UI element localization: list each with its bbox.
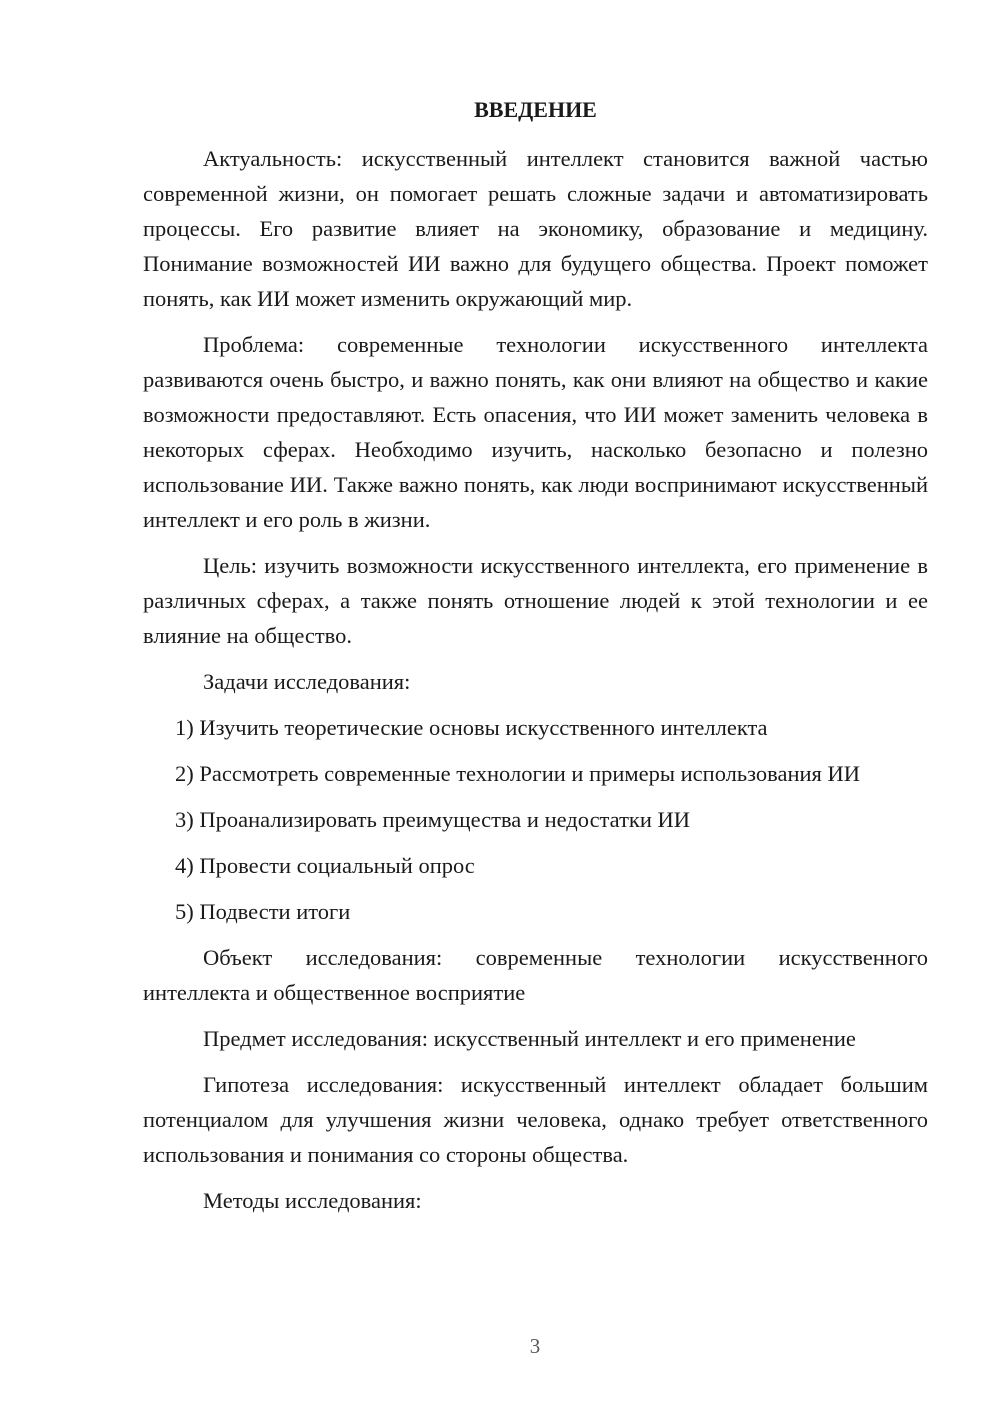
paragraph-subject: Предмет исследования: искусственный интеллект и его применение — [203, 1026, 856, 1051]
paragraph-object: Объект исследования: современные технологии искусственного интеллекта и общественное восприятие — [143, 945, 928, 1005]
section-title: ВВЕДЕНИЕ — [474, 97, 597, 122]
task-item-1: 1) Изучить теоретические основы искусственного интеллекта — [175, 715, 768, 740]
task-item-2: 2) Рассмотреть современные технологии и примеры использования ИИ — [175, 761, 861, 786]
paragraph-methods-heading: Методы исследования: — [203, 1188, 422, 1213]
task-item-3: 3) Проанализировать преимущества и недостатки ИИ — [175, 807, 690, 832]
task-item-4: 4) Провести социальный опрос — [175, 853, 475, 878]
paragraph-goal: Цель: изучить возможности искусственного интеллекта, его применение в различных сферах, а также понять отношение людей к этой технологии и ее влияние на общество. — [143, 553, 928, 648]
paragraph-problem: Проблема: современные технологии искусственного интеллекта развиваются очень быстро, и важно понять, как они влияют на общество и какие возможности предоставляют. Есть опасения, что ИИ может заменить человека в некоторых сферах. Необходимо изучить, насколько безопасно и полезно использование ИИ. Также важно понять, как люди воспринимают искусственный интеллект и его роль в жизни. — [143, 332, 928, 532]
page-number: 3 — [529, 1334, 541, 1358]
task-item-5: 5) Подвести итоги — [175, 899, 351, 924]
paragraph-relevance: Актуальность: искусственный интеллект становится важной частью современной жизни, он помогает решать сложные задачи и автоматизировать процессы. Его развитие влияет на экономику, образование и медицину. Понимание возможностей ИИ важно для будущего общества. Проект поможет понять, как ИИ может изменить окружающий мир. — [143, 146, 928, 311]
paragraph-hypothesis: Гипотеза исследования: искусственный интеллект обладает большим потенциалом для улучшения жизни человека, однако требует ответственного использования и понимания со стороны общества. — [143, 1072, 928, 1167]
paragraph-tasks-heading: Задачи исследования: — [203, 669, 411, 694]
document-page — [143, 92, 928, 1229]
